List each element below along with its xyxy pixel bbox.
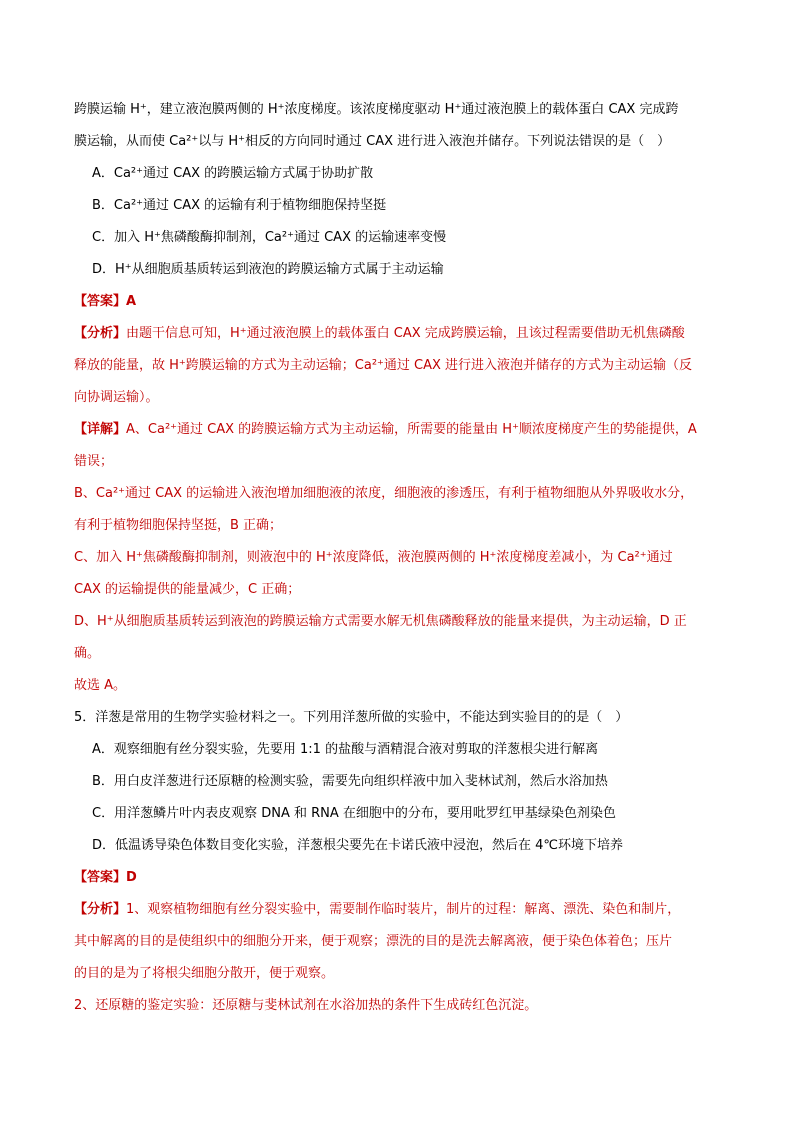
q5-option-d: D．低温诱导染色体数目变化实验，洋葱根尖要先在卡诺氏液中浸泡，然后在 4℃环境下培养 (92, 838, 624, 853)
q4-option-a: A．Ca²⁺通过 CAX 的跨膜运输方式属于协助扩散 (92, 166, 374, 181)
q4-analysis-text-1: 由题干信息可知，H⁺通过液泡膜上的载体蛋白 CAX 完成跨膜运输，且该过程需要借助无机焦磷酸 (126, 326, 685, 341)
q4-detail-line-7: D、H⁺从细胞质基质转运到液泡的跨膜运输方式需要水解无机焦磷酸释放的能量来提供，为主动运输，D 正 (74, 614, 687, 629)
q4-option-c: C．加入 H⁺焦磷酸酶抑制剂，Ca²⁺通过 CAX 的运输速率变慢 (92, 230, 447, 245)
q5-option-a: A．观察细胞有丝分裂实验，先要用 1:1 的盐酸与酒精混合液对剪取的洋葱根尖进行解离 (92, 742, 599, 757)
q5-answer (74, 869, 734, 887)
q4-detail-line-6: CAX 的运输提供的能量减少，C 正确； (74, 582, 301, 597)
q4-analysis-line-3: 向协调运输）。 (74, 390, 159, 405)
q5-analysis-text-1: 1、观察植物细胞有丝分裂实验中，需要制作临时装片，制片的过程：解离、漂洗、染色和制片， (126, 902, 681, 917)
q5-analysis-line-2: 其中解离的目的是使组织中的细胞分开来，便于观察；漂洗的目的是洗去解离液，便于染色体着色；压片 (74, 934, 673, 949)
q5-analysis-line-4: 2、还原糖的鉴定实验：还原糖与斐林试剂在水浴加热的条件下生成砖红色沉淀。 (74, 998, 538, 1013)
q4-option-d: D．H⁺从细胞质基质转运到液泡的跨膜运输方式属于主动运输 (92, 262, 444, 277)
q5-analysis-line-3: 的目的是为了将根尖细胞分散开，便于观察。 (74, 966, 335, 981)
q5-analysis-label: 【分析】 (74, 902, 127, 917)
q4-detail-line-2: 错误； (74, 454, 114, 469)
q4-detail-label: 【详解】 (74, 422, 127, 437)
q4-answer (74, 293, 734, 311)
q4-detail-text-1: A、Ca²⁺通过 CAX 的跨膜运输方式为主动运输，所需要的能量由 H⁺顺浓度梯度产生的势能提供，A (126, 422, 697, 437)
q5-option-b: B．用白皮洋葱进行还原糖的检测实验，需要先向组织样液中加入斐林试剂，然后水浴加热 (92, 774, 608, 789)
q4-answer-label: 【答案】 (74, 294, 127, 309)
q5-analysis-line-1 (74, 901, 734, 919)
q4-conclusion: 故选 A。 (74, 678, 127, 693)
q5-answer-label: 【答案】 (74, 870, 127, 885)
q4-analysis-label: 【分析】 (74, 326, 127, 341)
q4-analysis-line-1 (74, 325, 734, 343)
q4-detail-line-8: 确。 (74, 646, 101, 661)
q4-detail-line-3: B、Ca²⁺通过 CAX 的运输进入液泡增加细胞液的浓度，细胞液的渗透压，有利于植物细胞从外界吸收水分， (74, 486, 694, 501)
q4-option-b: B．Ca²⁺通过 CAX 的运输有利于植物细胞保持坚挺 (92, 198, 387, 213)
q4-answer-value: A (126, 294, 137, 309)
q4-analysis-line-2: 释放的能量，故 H⁺跨膜运输的方式为主动运输；Ca²⁺通过 CAX 进行进入液泡并储存的方式为主动运输（反 (74, 358, 693, 373)
q4-detail-line-4: 有利于植物细胞保持坚挺，B 正确； (74, 518, 283, 533)
q5-answer-value: D (126, 870, 137, 885)
q4-stem-line-1: 跨膜运输 H⁺，建立液泡膜两侧的 H⁺浓度梯度。该浓度梯度驱动 H⁺通过液泡膜上的载体蛋白 CAX 完成跨 (74, 102, 679, 117)
q4-detail-line-1 (74, 421, 734, 439)
q4-detail-line-5: C、加入 H⁺焦磷酸酶抑制剂，则液泡中的 H⁺浓度降低，液泡膜两侧的 H⁺浓度梯度差减小，为 Ca²⁺通过 (74, 550, 673, 565)
q5-stem: 5．洋葱是常用的生物学实验材料之一。下列用洋葱所做的实验中，不能达到实验目的的是（ ） (74, 710, 629, 725)
q5-option-c: C．用洋葱鳞片叶内表皮观察 DNA 和 RNA 在细胞中的分布，要用吡罗红甲基绿染色剂染色 (92, 806, 616, 821)
q4-stem-line-2: 膜运输，从而使 Ca²⁺以与 H⁺相反的方向同时通过 CAX 进行进入液泡并储存。下列说法错误的是（ ） (74, 134, 671, 149)
